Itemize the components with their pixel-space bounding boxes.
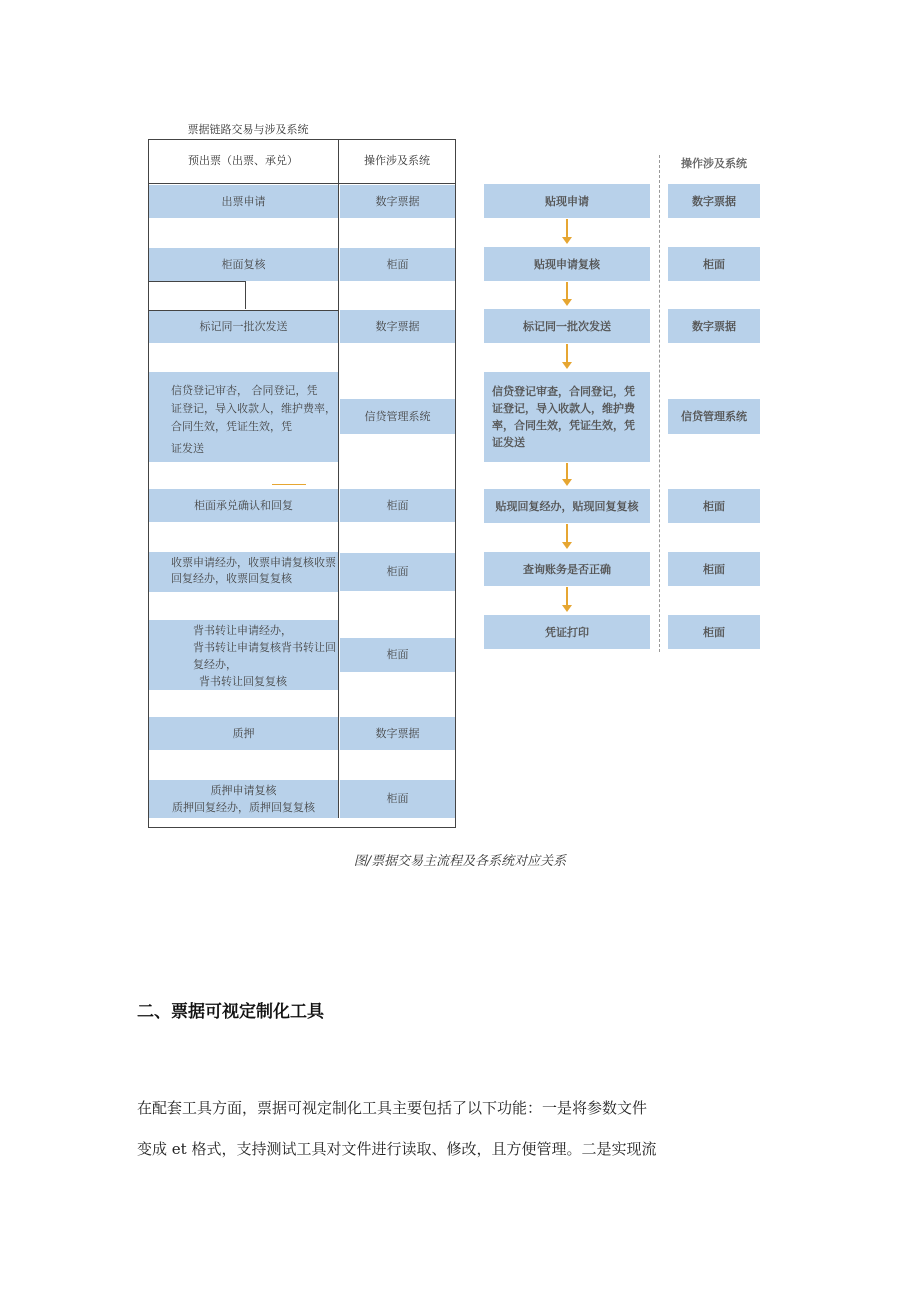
flow-system-box: 柜面 [668,247,760,281]
decorative-mark [272,484,306,485]
paragraph-line: 变成 et 格式，支持测试工具对文件进行读取、修改，且方便管理。二是实现流 [137,1140,657,1158]
flow-step-box: 凭证打印 [484,615,650,649]
left-step-line: 收票申请经办，收票申请复核收票 [171,556,336,569]
left-system-cell: 柜面 [340,553,455,591]
left-system-cell: 数字票据 [340,185,455,218]
left-step-cell-multiline [149,780,338,818]
left-table-header-step: 预出票（出票、承兑） [188,154,298,167]
left-table-column-divider [338,140,339,818]
flow-arrow-line [566,219,568,237]
flow-arrow-line [566,524,568,542]
left-system-cell: 数字票据 [340,717,455,750]
right-flow-header: 操作涉及系统 [681,157,747,170]
left-step-line: 证登记，导入收款人，维护费率， [171,402,336,415]
left-step-cell: 柜面复核 [149,248,338,281]
left-table-header-system: 操作涉及系统 [364,154,430,167]
flow-step-box-multiline [484,372,650,462]
flow-step-box: 贴现申请 [484,184,650,218]
flow-step-line: 证登记，导入收款人，维护费 [492,402,635,415]
left-table-small-box [148,281,246,309]
left-step-line: 背书转让申请复核背书转让回 [193,641,336,654]
flow-step-line: 信贷登记审查，合同登记，凭 [492,385,635,398]
flow-system-box: 信贷管理系统 [668,399,760,434]
down-arrow-icon [562,237,572,244]
figure-caption: 图/票据交易主流程及各系统对应关系 [353,854,567,869]
section-heading: 二、票据可视定制化工具 [137,1002,324,1022]
left-step-line: 回复经办，收票回复复核 [171,572,292,585]
left-step-cell: 标记同一批次发送 [149,310,338,343]
left-table-header-divider [148,183,456,184]
flow-system-box: 柜面 [668,615,760,649]
flow-arrow-line [566,587,568,605]
left-system-cell: 数字票据 [340,310,455,343]
flow-arrow-line [566,463,568,479]
flow-step-box: 贴现申请复核 [484,247,650,281]
left-system-cell: 柜面 [340,248,455,281]
flow-step-box: 标记同一批次发送 [484,309,650,343]
right-flow-divider [659,155,660,652]
flow-step-box: 贴现回复经办，贴现回复复核 [484,489,650,523]
flow-arrow-line [566,344,568,362]
flow-system-box: 数字票据 [668,184,760,218]
left-step-line: 背书转让申请经办， [193,624,292,637]
left-step-cell: 质押 [149,717,338,750]
flow-arrow-line [566,282,568,299]
left-step-cell-multiline [149,552,338,592]
left-step-cell: 柜面承兑确认和回复 [149,489,338,522]
down-arrow-icon [562,605,572,612]
down-arrow-icon [562,542,572,549]
flow-step-line: 率，合同生效，凭证生效，凭 [492,419,635,432]
left-step-line: 质押申请复核 [210,784,277,797]
left-step-cell-multiline [149,372,338,462]
left-step-cell-multiline [149,620,338,690]
left-step-cell: 出票申请 [149,185,338,218]
left-step-line: 合同生效，凭证生效，凭 [171,420,292,433]
left-step-line: 复经办， [193,658,237,671]
flow-step-line: 证发送 [492,436,525,449]
paragraph-line: 在配套工具方面，票据可视定制化工具主要包括了以下功能：一是将参数文件 [137,1099,648,1117]
flow-system-box: 柜面 [668,489,760,523]
left-step-line: 背书转让回复复核 [199,675,287,688]
down-arrow-icon [562,362,572,369]
flow-system-box: 数字票据 [668,309,760,343]
left-step-line: 证发送 [171,442,204,455]
flow-system-box: 柜面 [668,552,760,586]
left-system-cell: 柜面 [340,780,455,818]
down-arrow-icon [562,299,572,306]
left-step-line: 信贷登记审杏， 合同登记，凭 [171,384,318,397]
down-arrow-icon [562,479,572,486]
left-system-cell: 信贷管理系统 [340,399,455,434]
left-system-cell: 柜面 [340,489,455,522]
flow-step-box: 查询账务是否正确 [484,552,650,586]
left-step-line: 质押回复经办，质押回复复核 [172,801,315,814]
left-system-cell: 柜面 [340,638,455,672]
left-table-title: 票据链路交易与涉及系统 [187,123,309,136]
